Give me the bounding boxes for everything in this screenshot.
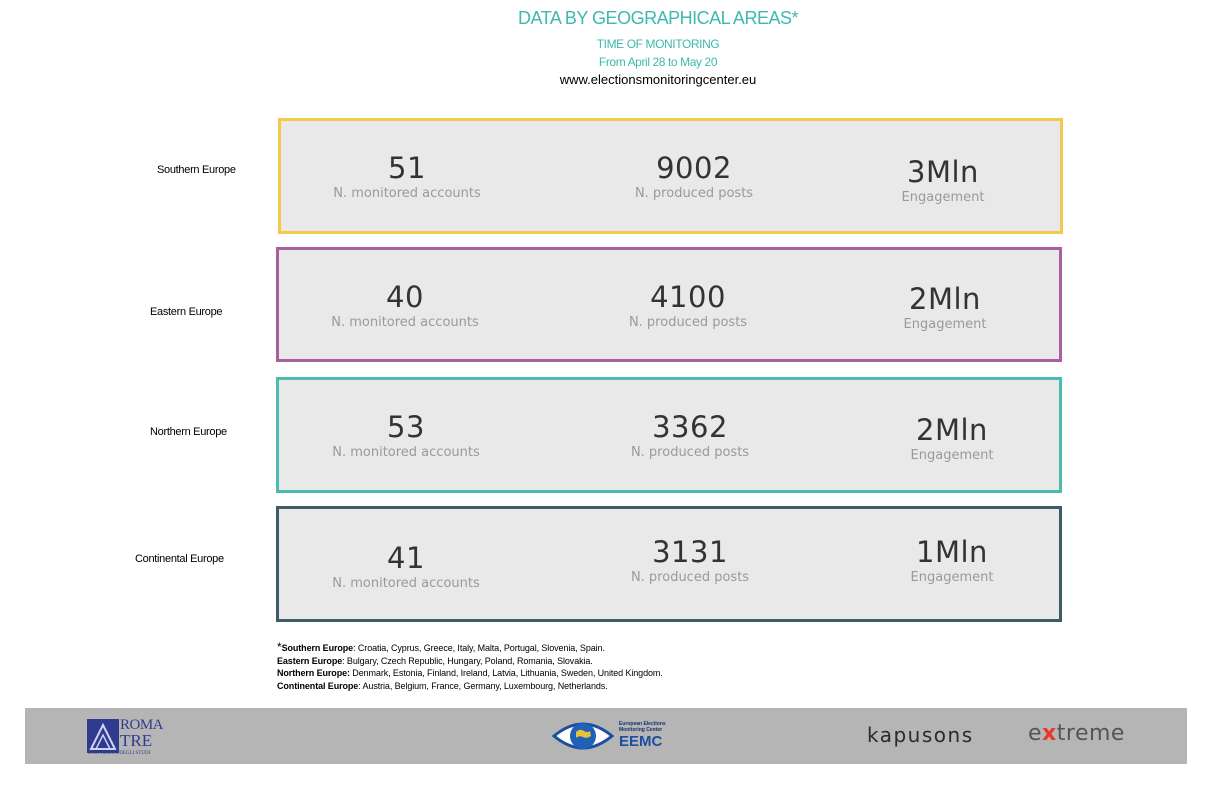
romatre-emblem-icon: [87, 719, 119, 753]
posts-caption: N. produced posts: [634, 186, 754, 201]
metric-engagement: [842, 535, 1062, 587]
region-card-northern: [276, 377, 1062, 493]
engagement-value: 1Mln: [916, 535, 988, 569]
eemc-line1: European Elections: [619, 721, 666, 727]
footnote-eastern: Eastern Europe: Bulgary, Czech Republic, Hungary, Poland, Romania, Slovakia.: [277, 655, 593, 666]
eye-globe-icon: [552, 716, 614, 756]
metric-accounts: [295, 280, 515, 332]
accounts-value: 53: [387, 410, 425, 444]
accounts-caption: N. monitored accounts: [331, 315, 479, 330]
page-title: DATA BY GEOGRAPHICAL AREAS*: [518, 8, 798, 28]
romatre-top-text: ROMA: [120, 717, 164, 733]
accounts-caption: N. monitored accounts: [332, 445, 480, 460]
romatre-bottom-text: TRE: [120, 731, 153, 750]
posts-value: 3362: [652, 410, 728, 444]
metric-posts: [584, 151, 804, 203]
region-card-eastern: [276, 247, 1062, 362]
metric-posts: [580, 410, 800, 462]
posts-caption: N. produced posts: [630, 445, 750, 460]
metric-engagement: [833, 155, 1053, 207]
romatre-caption: UNIVERSITÀ DEGLI STUDI: [88, 751, 151, 756]
posts-caption: N. produced posts: [630, 570, 750, 585]
extreme-x: x: [1042, 721, 1057, 746]
engagement-caption: Engagement: [903, 317, 987, 332]
posts-value: 9002: [656, 151, 732, 185]
extreme-suffix: treme: [1056, 721, 1125, 746]
region-label-southern: Southern Europe: [157, 164, 236, 176]
metric-accounts: [296, 410, 516, 462]
website-link[interactable]: www.electionsmonitoringcenter.eu: [559, 72, 757, 87]
engagement-caption: Engagement: [901, 190, 985, 205]
footnote-northern: Northern Europe: Denmark, Estonia, Finland, Ireland, Latvia, Lithuania, Sweden, United Kingdom.: [277, 668, 663, 678]
accounts-caption: N. monitored accounts: [333, 186, 481, 201]
metric-engagement: [842, 413, 1062, 465]
eemc-abbr: EEMC: [619, 733, 663, 750]
accounts-caption: N. monitored accounts: [332, 576, 480, 591]
engagement-caption: Engagement: [910, 570, 994, 585]
date-range: From April 28 to May 20: [598, 55, 718, 69]
page-subtitle: TIME OF MONITORING: [596, 37, 720, 51]
accounts-value: 40: [386, 280, 424, 314]
accounts-value: 51: [388, 151, 426, 185]
eemc-logo: [552, 716, 692, 756]
posts-value: 4100: [650, 280, 726, 314]
metric-accounts: [297, 151, 517, 203]
region-card-southern: [278, 118, 1063, 234]
region-card-continental: [276, 506, 1062, 622]
extreme-prefix: e: [1028, 721, 1043, 746]
region-label-continental: Continental Europe: [135, 553, 224, 565]
posts-caption: N. produced posts: [628, 315, 748, 330]
metric-engagement: [835, 282, 1055, 334]
eemc-line2: Monitoring Center: [619, 727, 663, 733]
footnotes: [277, 641, 663, 692]
engagement-value: 2Mln: [916, 413, 988, 447]
kapusons-logo: kapusons: [867, 723, 974, 747]
footer-logo-bar: [25, 708, 1187, 764]
extreme-logo: [1028, 721, 1125, 746]
engagement-caption: Engagement: [910, 448, 994, 463]
region-label-northern: Northern Europe: [150, 426, 227, 438]
accounts-value: 41: [387, 541, 425, 575]
region-label-eastern: Eastern Europe: [150, 306, 223, 318]
romatre-logo: [87, 718, 177, 758]
engagement-value: 2Mln: [909, 282, 981, 316]
footnote-southern: *Southern Europe: Croatia, Cyprus, Greece, Italy, Malta, Portugal, Slovenia, Spain.: [277, 640, 605, 654]
engagement-value: 3Mln: [907, 155, 979, 189]
posts-value: 3131: [652, 535, 728, 569]
metric-posts: [578, 280, 798, 332]
metric-posts: [580, 535, 800, 587]
metric-accounts: [296, 541, 516, 593]
footnote-continental: Continental Europe: Austria, Belgium, France, Germany, Luxembourg, Netherlands.: [277, 680, 608, 691]
